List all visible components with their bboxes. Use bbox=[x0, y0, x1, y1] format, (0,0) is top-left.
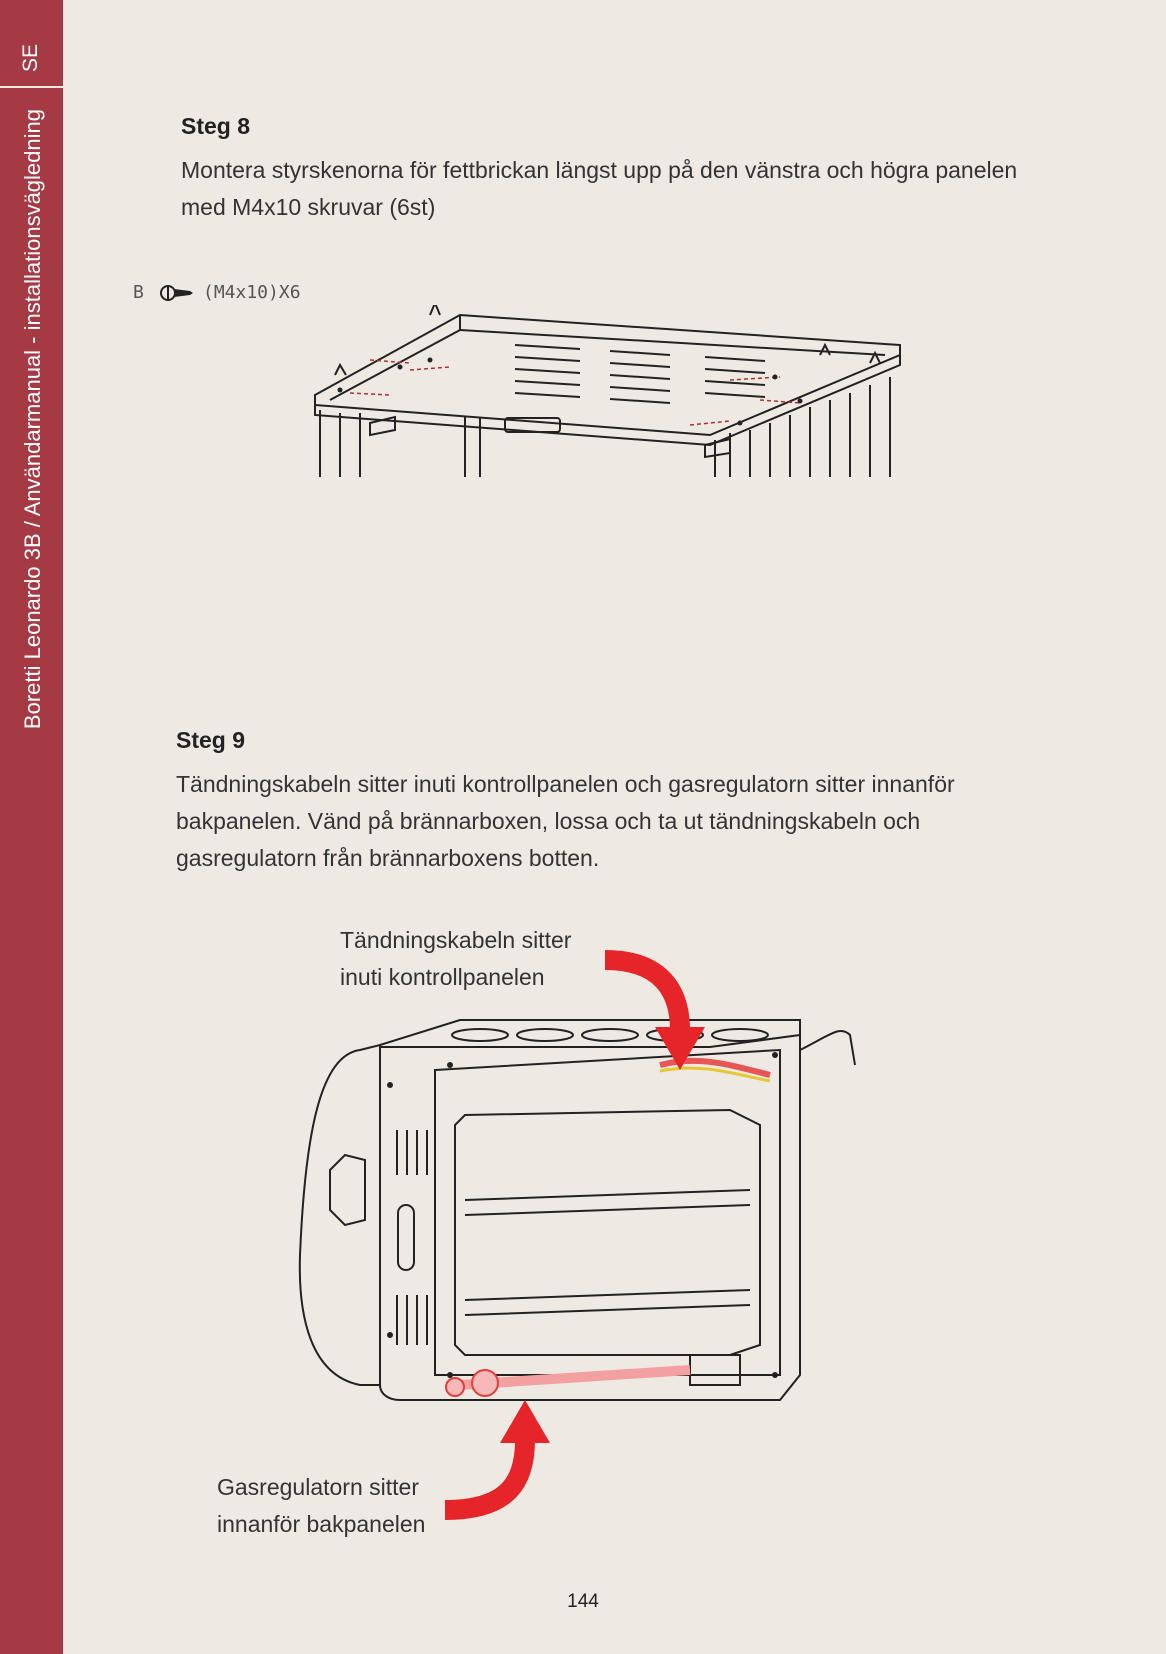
step9-burner-box-diagram bbox=[260, 935, 860, 1455]
step9-text-line2: bakpanelen. Vänd på brännarboxen, lossa och ta ut tändningskabeln och bbox=[176, 808, 921, 834]
step9-text-line1: Tändningskabeln sitter inuti kontrollpanelen och gasregulatorn sitter innanför bbox=[176, 771, 955, 797]
language-tab bbox=[0, 30, 63, 88]
sidebar bbox=[0, 0, 63, 1654]
step8-title: Steg 8 bbox=[181, 113, 251, 139]
arrow-to-control-panel-icon bbox=[600, 935, 710, 1075]
step9-title: Steg 9 bbox=[176, 727, 246, 753]
callout-gas-regulator-line2: innanför bakpanelen bbox=[217, 1511, 426, 1537]
callout-ignition-cable-line2: inuti kontrollpanelen bbox=[340, 964, 545, 990]
language-label: SE bbox=[19, 43, 43, 73]
step8-text-line2: med M4x10 skruvar (6st) bbox=[181, 194, 436, 220]
callout-gas-regulator-line1: Gasregulatorn sitter bbox=[217, 1474, 419, 1500]
callout-gas-regulator bbox=[217, 1469, 425, 1543]
page-number: 144 bbox=[567, 1591, 599, 1612]
step8-frame-diagram bbox=[310, 305, 910, 480]
screw-icon bbox=[160, 283, 194, 303]
step8-text-line1: Montera styrskenorna för fettbrickan längst upp på den vänstra och högra panelen bbox=[181, 157, 1018, 183]
arrow-to-back-panel-icon bbox=[440, 1395, 560, 1535]
parts-spec: (M4x10)X6 bbox=[203, 282, 301, 303]
step8-text bbox=[181, 152, 1041, 226]
step9-text bbox=[176, 766, 1036, 877]
parts-label: B bbox=[133, 282, 144, 303]
step9-text-line3: gasregulatorn från brännarboxens botten. bbox=[176, 845, 600, 871]
document-title-text: Boretti Leonardo 3B / Användarmanual - installationsvägledning bbox=[20, 109, 45, 730]
callout-ignition-cable-line1: Tändningskabeln sitter bbox=[340, 927, 572, 953]
